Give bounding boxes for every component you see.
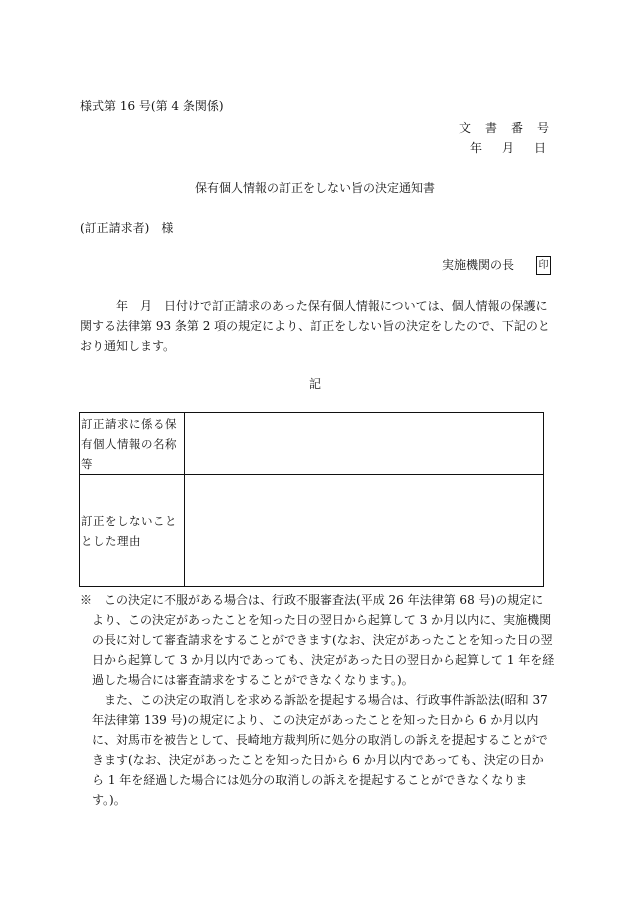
- note-mark: ※: [80, 593, 93, 607]
- appeal-notice: [80, 590, 555, 810]
- notice-body: 年 月 日付けで訂正請求のあった保有個人情報については、個人情報の保護に関する法律第 93 条第 2 項の規定により、訂正をしない旨の決定をしたので、下記のとおり通知します。: [80, 299, 550, 353]
- issuer-line: [442, 256, 551, 275]
- record-name-label: 訂正請求に係る保有個人情報の名称等: [80, 413, 185, 475]
- document-title: 保有個人情報の訂正をしない旨の決定通知書: [194, 181, 435, 195]
- table-row: [80, 413, 544, 475]
- reason-label: 訂正をしないこととした理由: [80, 475, 185, 587]
- form-reference: 様式第 16 号(第 4 条関係): [80, 99, 224, 113]
- note-text-1: この決定に不服がある場合は、行政不服審査法(平成 26 年法律第 68 号)の規定により、この決定があったことを知った日の翌日から起算して 3 か月以内に、実施機関の長に対して審査請求をすることができます(なお、決定があったことを知った日の翌日から起算して 3 か月以内であっても、決定があった日の翌日から起算して 1 年を経過した場合には審査請求をすることができなくなります。)。: [92, 593, 555, 687]
- details-table: [79, 412, 544, 587]
- seal-mark: 印: [536, 256, 551, 275]
- document-number-label: 文 書 番 号: [458, 121, 550, 135]
- ki-heading: 記: [308, 377, 321, 391]
- addressee: (訂正請求者) 様: [80, 221, 174, 235]
- issuer-name: 実施機関の長: [441, 258, 514, 272]
- appeal-paragraph-1: [80, 590, 555, 690]
- date-label: 年 月 日: [469, 141, 550, 155]
- table-row: [80, 475, 544, 587]
- record-name-value: [185, 413, 544, 475]
- reason-value: [185, 475, 544, 587]
- appeal-paragraph-2: また、この決定の取消しを求める訴訟を提起する場合は、行政事件訴訟法(昭和 37 年法律第 139 号)の規定により、この決定があったことを知った日から 6 か月以内に、対馬市を被告として、長崎地方裁判所に処分の取消しの訴えを提起することができます(なお、決定があったことを知った日から 6 か月以内であっても、決定の日から 1 年を経過した場合には処分の取消しの訴えを提起することができなくなります。)。: [92, 693, 548, 807]
